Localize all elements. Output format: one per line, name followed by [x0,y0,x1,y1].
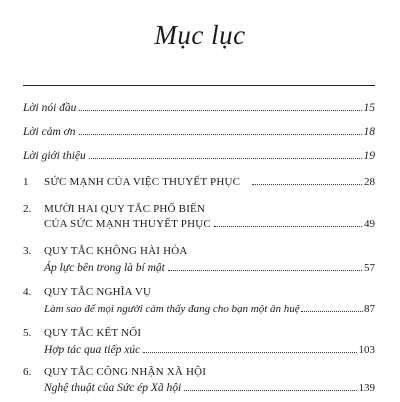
toc-entry-acknowledgements[interactable] [23,126,375,146]
toc-entry-preface[interactable] [23,102,375,122]
chapter-heading: QUY TẮC NGHĨA VỤ [44,286,152,298]
chapter-heading: QUY TẮC KẾT NỐI [44,327,142,339]
chapter-heading-line-2: CỦA SỨC MẠNH THUYẾT PHỤC [44,218,211,230]
chapter-subtitle: Làm sao để mọi người cảm thấy đang cho bạn một ân huệ [44,303,300,315]
toc-label: Lời giới thiệu [23,150,86,162]
leader-dots [214,225,362,227]
toc-entry-chapter-3[interactable] [23,245,375,281]
chapter-heading: QUY TẮC CÔNG NHẬN XÃ HỘI [44,366,207,378]
toc-page-number: 15 [363,102,375,114]
toc-entry-chapter-5[interactable] [23,327,375,363]
toc-entry-chapter-6[interactable] [23,366,375,402]
chapter-subtitle: Áp lực bên trong là bí mật [44,262,165,274]
chapter-heading: QUY TẮC KHÔNG HÀI HÒA [44,245,188,257]
leader-dots [79,109,361,111]
chapter-number: 4. [23,286,32,298]
toc-page-number: 18 [363,126,375,138]
chapter-number: 3. [23,245,32,257]
toc-label: Lời nói đầu [23,102,77,114]
chapter-subtitle: Nghệ thuật của Sức ép Xã hội [44,382,182,394]
toc-page-number: 49 [364,218,375,230]
toc-page-number: 57 [364,262,375,274]
title-divider [23,85,375,86]
toc-entry-chapter-4[interactable] [23,286,375,322]
toc-entry-introduction[interactable] [23,150,375,170]
leader-dots [143,351,356,353]
chapter-number: 2. [23,203,32,215]
toc-label: Lời cảm ơn [23,126,76,138]
toc-page-number: 19 [363,150,375,162]
chapter-number: 1 [23,176,29,188]
leader-dots [301,310,363,312]
leader-dots [168,269,362,271]
leader-dots [184,389,356,391]
toc-page-number: 87 [364,303,375,315]
chapter-heading: SỨC MẠNH CỦA VIỆC THUYẾT PHỤC [44,176,241,188]
leader-dots [252,183,362,185]
toc-entry-chapter-1[interactable] [23,176,375,196]
toc-page-number: 103 [358,344,375,356]
leader-dots [79,133,362,135]
chapter-number: 6. [23,366,32,378]
toc-page-number: 28 [364,176,375,188]
page-title: Mục lục [154,20,246,50]
chapter-number: 5. [23,327,32,339]
toc-page-number: 139 [358,382,375,394]
chapter-subtitle: Hợp tác qua tiếp xúc [44,344,141,356]
leader-dots [89,157,362,159]
chapter-heading: MƯỜI HAI QUY TẮC PHỔ BIẾN [44,203,206,215]
toc-entry-chapter-2[interactable] [23,203,375,239]
